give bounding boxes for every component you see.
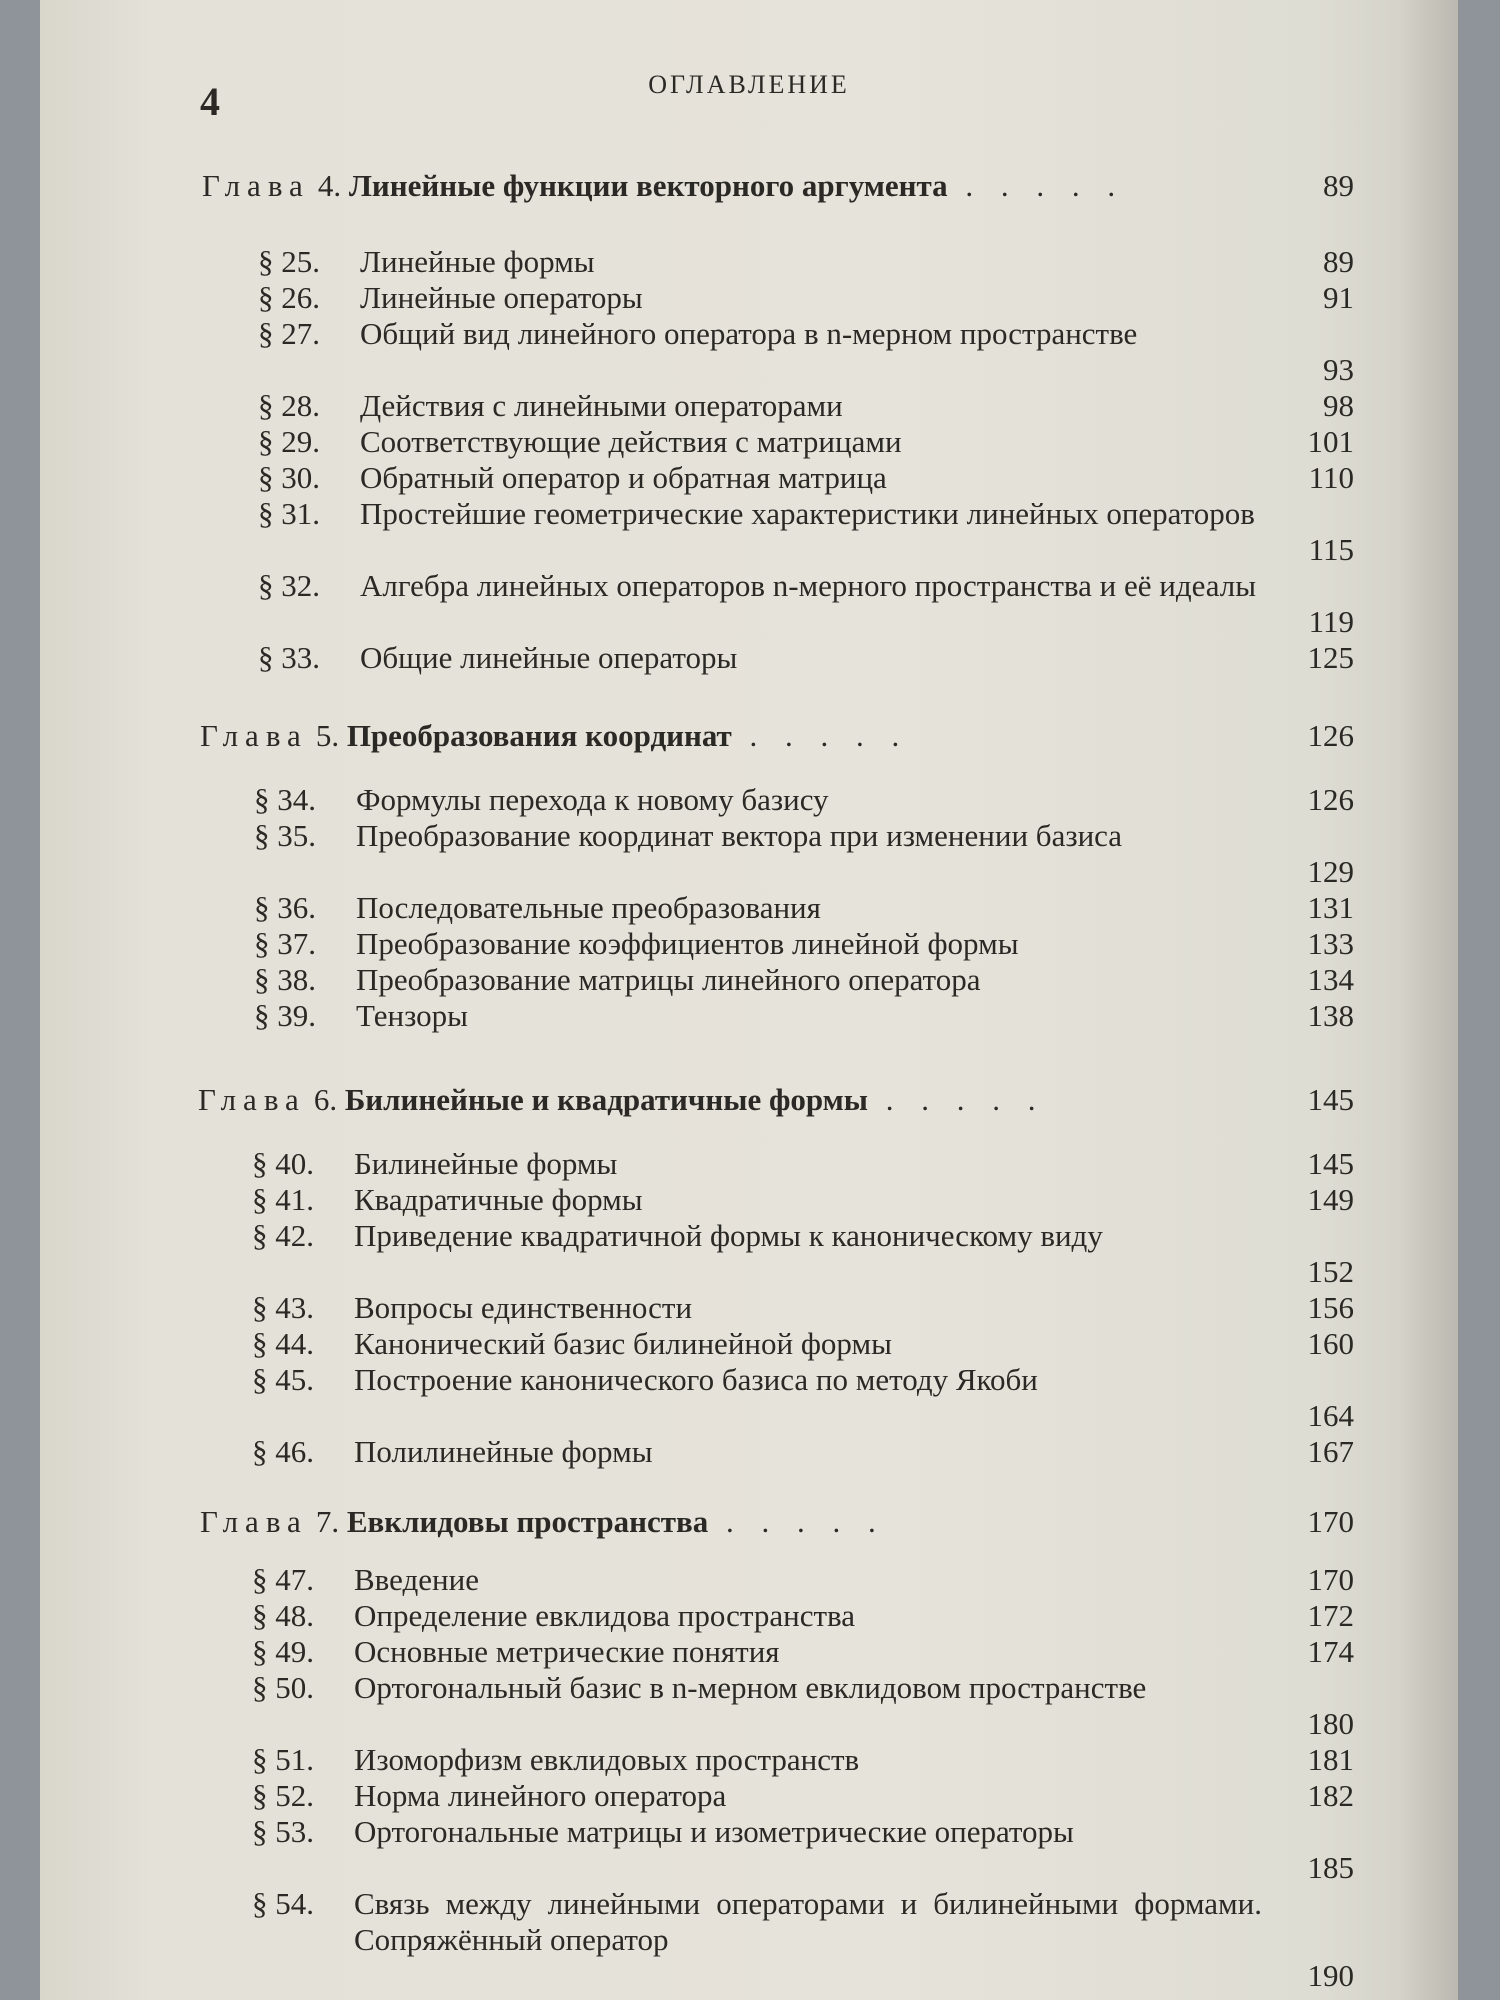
section-title: Норма линейного оператора <box>354 1778 727 1813</box>
section-number: § 49. <box>252 1634 314 1669</box>
section-page-number: 149 <box>1307 1182 1354 1217</box>
chapter-page-number: 145 <box>1307 1082 1354 1117</box>
section-number: § 27. <box>258 316 320 351</box>
section-page-number: 181 <box>1307 1742 1354 1777</box>
section-page-number: 180 <box>1307 1706 1354 1741</box>
section-number: § 50. <box>252 1670 314 1705</box>
section-title: Преобразование коэффициентов линейной формы <box>356 926 1019 961</box>
section-page-number: 101 <box>1307 424 1354 459</box>
section-number: § 39. <box>254 998 316 1033</box>
section-page-number: 134 <box>1307 962 1354 997</box>
section-title: Ортогональные матрицы и изометрические операторы <box>354 1814 1074 1849</box>
section-number: § 37. <box>254 926 316 961</box>
section-number: § 33. <box>258 640 320 675</box>
section-page-number: 160 <box>1307 1326 1354 1361</box>
chapter-number: 5. <box>315 718 340 753</box>
section-page-number: 115 <box>1308 532 1354 567</box>
section-number: § 31. <box>258 496 320 531</box>
section-title: Линейные операторы <box>360 280 643 315</box>
section-number: § 46. <box>252 1434 314 1469</box>
chapter-page-number: 126 <box>1307 718 1354 753</box>
chapter-title: Билинейные и квадратичные формы <box>344 1082 868 1117</box>
section-number: § 26. <box>258 280 320 315</box>
section-title: Билинейные формы <box>354 1146 618 1181</box>
chapter-page-number: 89 <box>1323 168 1354 203</box>
section-page-number: 89 <box>1323 244 1354 279</box>
section-title: Приведение квадратичной формы к каноническому виду <box>354 1218 1103 1253</box>
section-page-number: 125 <box>1307 640 1354 675</box>
section-page-number: 129 <box>1307 854 1354 889</box>
chapter-number: 6. <box>313 1082 338 1117</box>
chapter-title: Линейные функции векторного аргумента <box>348 168 948 203</box>
section-number: § 40. <box>252 1146 314 1181</box>
chapter-heading <box>200 1504 886 1540</box>
section-number: § 29. <box>258 424 320 459</box>
section-title: Квадратичные формы <box>354 1182 643 1217</box>
chapter-label: Глава <box>202 168 310 203</box>
section-page-number: 119 <box>1308 604 1354 639</box>
section-page-number: 172 <box>1307 1598 1354 1633</box>
section-title: Канонический базис билинейной формы <box>354 1326 892 1361</box>
section-title: Линейные формы <box>360 244 595 279</box>
leader-dots: . . . . . <box>708 1504 886 1539</box>
section-number: § 32. <box>258 568 320 603</box>
section-number: § 54. <box>252 1886 314 1921</box>
leader-dots: . . . . . <box>868 1082 1046 1117</box>
section-title: Преобразование матрицы линейного оператора <box>356 962 981 997</box>
section-title: Действия с линейными операторами <box>360 388 843 423</box>
section-page-number: 164 <box>1307 1398 1354 1433</box>
section-number: § 44. <box>252 1326 314 1361</box>
section-page-number: 145 <box>1307 1146 1354 1181</box>
section-number: § 34. <box>254 782 316 817</box>
section-page-number: 93 <box>1323 352 1354 387</box>
section-page-number: 91 <box>1323 280 1354 315</box>
section-number: § 36. <box>254 890 316 925</box>
section-number: § 25. <box>258 244 320 279</box>
chapter-heading <box>202 168 1125 204</box>
section-number: § 38. <box>254 962 316 997</box>
section-title: Соответствующие действия с матрицами <box>360 424 902 459</box>
section-page-number: 174 <box>1307 1634 1354 1669</box>
chapter-number: 4. <box>317 168 342 203</box>
page-number: 4 <box>200 79 220 124</box>
chapter-title: Евклидовы пространства <box>346 1504 709 1539</box>
section-title: Введение <box>354 1562 479 1597</box>
section-page-number: 152 <box>1307 1254 1354 1289</box>
section-number: § 47. <box>252 1562 314 1597</box>
section-page-number: 170 <box>1307 1562 1354 1597</box>
section-title: Изоморфизм евклидовых пространств <box>354 1742 860 1777</box>
section-page-number: 167 <box>1307 1434 1354 1469</box>
section-title: Связь между линейными операторами и билинейными формами. Сопряжённый оператор <box>354 1886 1262 1957</box>
section-title: Алгебра линейных операторов n-мерного пространства и её идеалы <box>360 568 1257 603</box>
section-page-number: 126 <box>1307 782 1354 817</box>
chapter-heading <box>200 718 909 754</box>
section-title: Построение канонического базиса по методу Якоби <box>354 1362 1038 1397</box>
section-title: Вопросы единственности <box>354 1290 693 1325</box>
section-title: Полилинейные формы <box>354 1434 653 1469</box>
section-title: Обратный оператор и обратная матрица <box>360 460 887 495</box>
chapter-heading <box>198 1082 1046 1118</box>
leader-dots: . . . . . <box>947 168 1126 203</box>
book-page <box>40 0 1458 2000</box>
section-number: § 42. <box>252 1218 314 1253</box>
section-page-number: 133 <box>1307 926 1354 961</box>
chapter-label: Глава <box>200 1504 308 1539</box>
section-page-number: 110 <box>1308 460 1354 495</box>
section-number: § 35. <box>254 818 316 853</box>
chapter-label: Глава <box>198 1082 306 1117</box>
section-number: § 43. <box>252 1290 314 1325</box>
chapter-title: Преобразования координат <box>346 718 732 753</box>
section-title: Определение евклидова пространства <box>354 1598 855 1633</box>
section-title: Тензоры <box>356 998 468 1033</box>
section-page-number: 131 <box>1307 890 1354 925</box>
section-page-number: 182 <box>1307 1778 1354 1813</box>
section-title: Преобразование координат вектора при изменении базиса <box>356 818 1123 853</box>
section-title: Основные метрические понятия <box>354 1634 780 1669</box>
page-edge-shadow <box>1398 0 1458 2000</box>
section-title: Последовательные преобразования <box>356 890 821 925</box>
section-number: § 45. <box>252 1362 314 1397</box>
section-number: § 51. <box>252 1742 314 1777</box>
section-number: § 53. <box>252 1814 314 1849</box>
leader-dots: . . . . . <box>731 718 910 753</box>
section-page-number: 190 <box>1307 1958 1354 1993</box>
section-number: § 48. <box>252 1598 314 1633</box>
running-head: ОГЛАВЛЕНИЕ <box>648 70 850 99</box>
section-page-number: 185 <box>1307 1850 1354 1885</box>
section-title: Простейшие геометрические характеристики линейных операторов <box>360 496 1255 531</box>
chapter-label: Глава <box>200 718 308 753</box>
section-page-number: 156 <box>1307 1290 1354 1325</box>
section-number: § 28. <box>258 388 320 423</box>
section-number: § 30. <box>258 460 320 495</box>
chapter-page-number: 170 <box>1307 1504 1354 1539</box>
section-page-number: 138 <box>1307 998 1354 1033</box>
chapter-number: 7. <box>315 1504 340 1539</box>
section-title: Общий вид линейного оператора в n-мерном пространстве <box>360 316 1138 351</box>
section-title: Формулы перехода к новому базису <box>356 782 829 817</box>
section-title: Общие линейные операторы <box>360 640 738 675</box>
section-number: § 41. <box>252 1182 314 1217</box>
section-number: § 52. <box>252 1778 314 1813</box>
section-page-number: 98 <box>1323 388 1354 423</box>
section-title: Ортогональный базис в n-мерном евклидовом пространстве <box>354 1670 1147 1705</box>
